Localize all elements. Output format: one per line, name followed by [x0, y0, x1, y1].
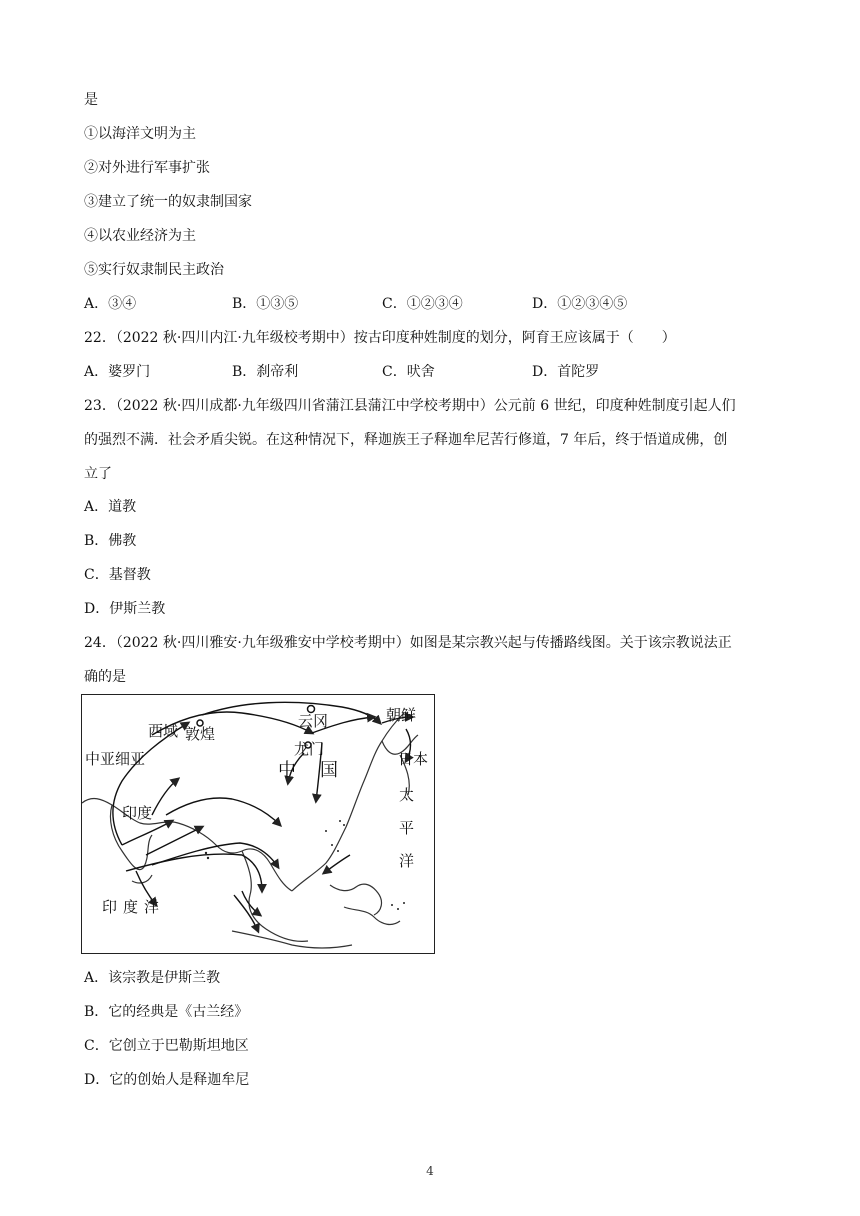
q23-stem-line-1: 23．（2022 秋·四川成都·九年级四川省蒲江县蒲江中学校考期中）公元前 6 世纪，印度种姓制度引起人们 [84, 398, 736, 414]
q24-option-d[interactable]: D．它的创始人是释迦牟尼 [84, 1072, 250, 1088]
q23-option-d[interactable]: D．伊斯兰教 [84, 601, 166, 617]
q21-option-b[interactable]: B．①③⑤ [232, 296, 299, 312]
map-label-zhongyaxiya: 中亚细亚 [85, 750, 146, 768]
map-label-xiyu: 西域 [148, 722, 179, 740]
map-label-guo: 国 [320, 760, 338, 781]
q23-option-a[interactable]: A．道教 [84, 499, 137, 515]
map-label-longmen: 龙门 [294, 740, 325, 758]
q21-item-2: ②对外进行军事扩张 [84, 160, 210, 176]
q21-option-a[interactable]: A．③④ [84, 296, 137, 312]
q23-option-c[interactable]: C．基督教 [84, 567, 151, 583]
q21-item-1: ①以海洋文明为主 [84, 126, 196, 142]
q21-option-c[interactable]: C．①②③④ [382, 296, 463, 312]
q21-stem-tail: 是 [84, 92, 98, 108]
q22-option-c[interactable]: C．吠舍 [382, 364, 435, 380]
map-label-riben: 日本 [398, 750, 429, 768]
q23-stem-line-2: 的强烈不满．社会矛盾尖锐。在这种情况下，释迦族王子释迦牟尼苦行修道，7 年后，终于悟道成佛，创 [84, 432, 728, 448]
map-label-yindu: 印度 [122, 804, 153, 822]
q23-stem-line-3: 立了 [84, 466, 112, 482]
q22-option-d[interactable]: D．首陀罗 [532, 364, 600, 380]
q22-option-b[interactable]: B．刹帝利 [232, 364, 299, 380]
page-number: 4 [426, 1164, 434, 1178]
map-markers [197, 706, 405, 911]
q21-item-3: ③建立了统一的奴隶制国家 [84, 194, 252, 210]
q24-stem-line-1: 24．（2022 秋·四川雅安·九年级雅安中学校考期中）如图是某宗教兴起与传播路线图。关于该宗教说法正 [84, 635, 732, 651]
q24-option-b[interactable]: B．它的经典是《古兰经》 [84, 1004, 249, 1020]
map-label-yinduyang: 印度洋 [102, 898, 166, 916]
q24-option-a[interactable]: A．该宗教是伊斯兰教 [84, 970, 221, 986]
q21-item-4: ④以农业经济为主 [84, 228, 196, 244]
q22-option-a[interactable]: A．婆罗门 [84, 364, 151, 380]
q24-stem-line-2: 确的是 [84, 669, 126, 685]
q23-option-b[interactable]: B．佛教 [84, 533, 137, 549]
map-label-chaoxian: 朝鲜 [386, 706, 417, 724]
q21-option-d[interactable]: D．①②③④⑤ [532, 296, 628, 312]
map-label-dunhuang: 敦煌 [185, 725, 216, 743]
map-label-yungang: 云冈 [298, 712, 329, 730]
q22-stem: 22．（2022 秋·四川内江·九年级校考期中）按古印度种姓制度的划分，阿育王应该属于（ ） [84, 330, 676, 346]
q24-option-c[interactable]: C．它创立于巴勒斯坦地区 [84, 1038, 249, 1054]
map-label-taipingyang: 太平洋 [397, 787, 415, 886]
q21-item-5: ⑤实行奴隶制民主政治 [84, 262, 224, 278]
religion-spread-map [81, 694, 435, 954]
map-label-zhong: 中 [278, 760, 296, 781]
